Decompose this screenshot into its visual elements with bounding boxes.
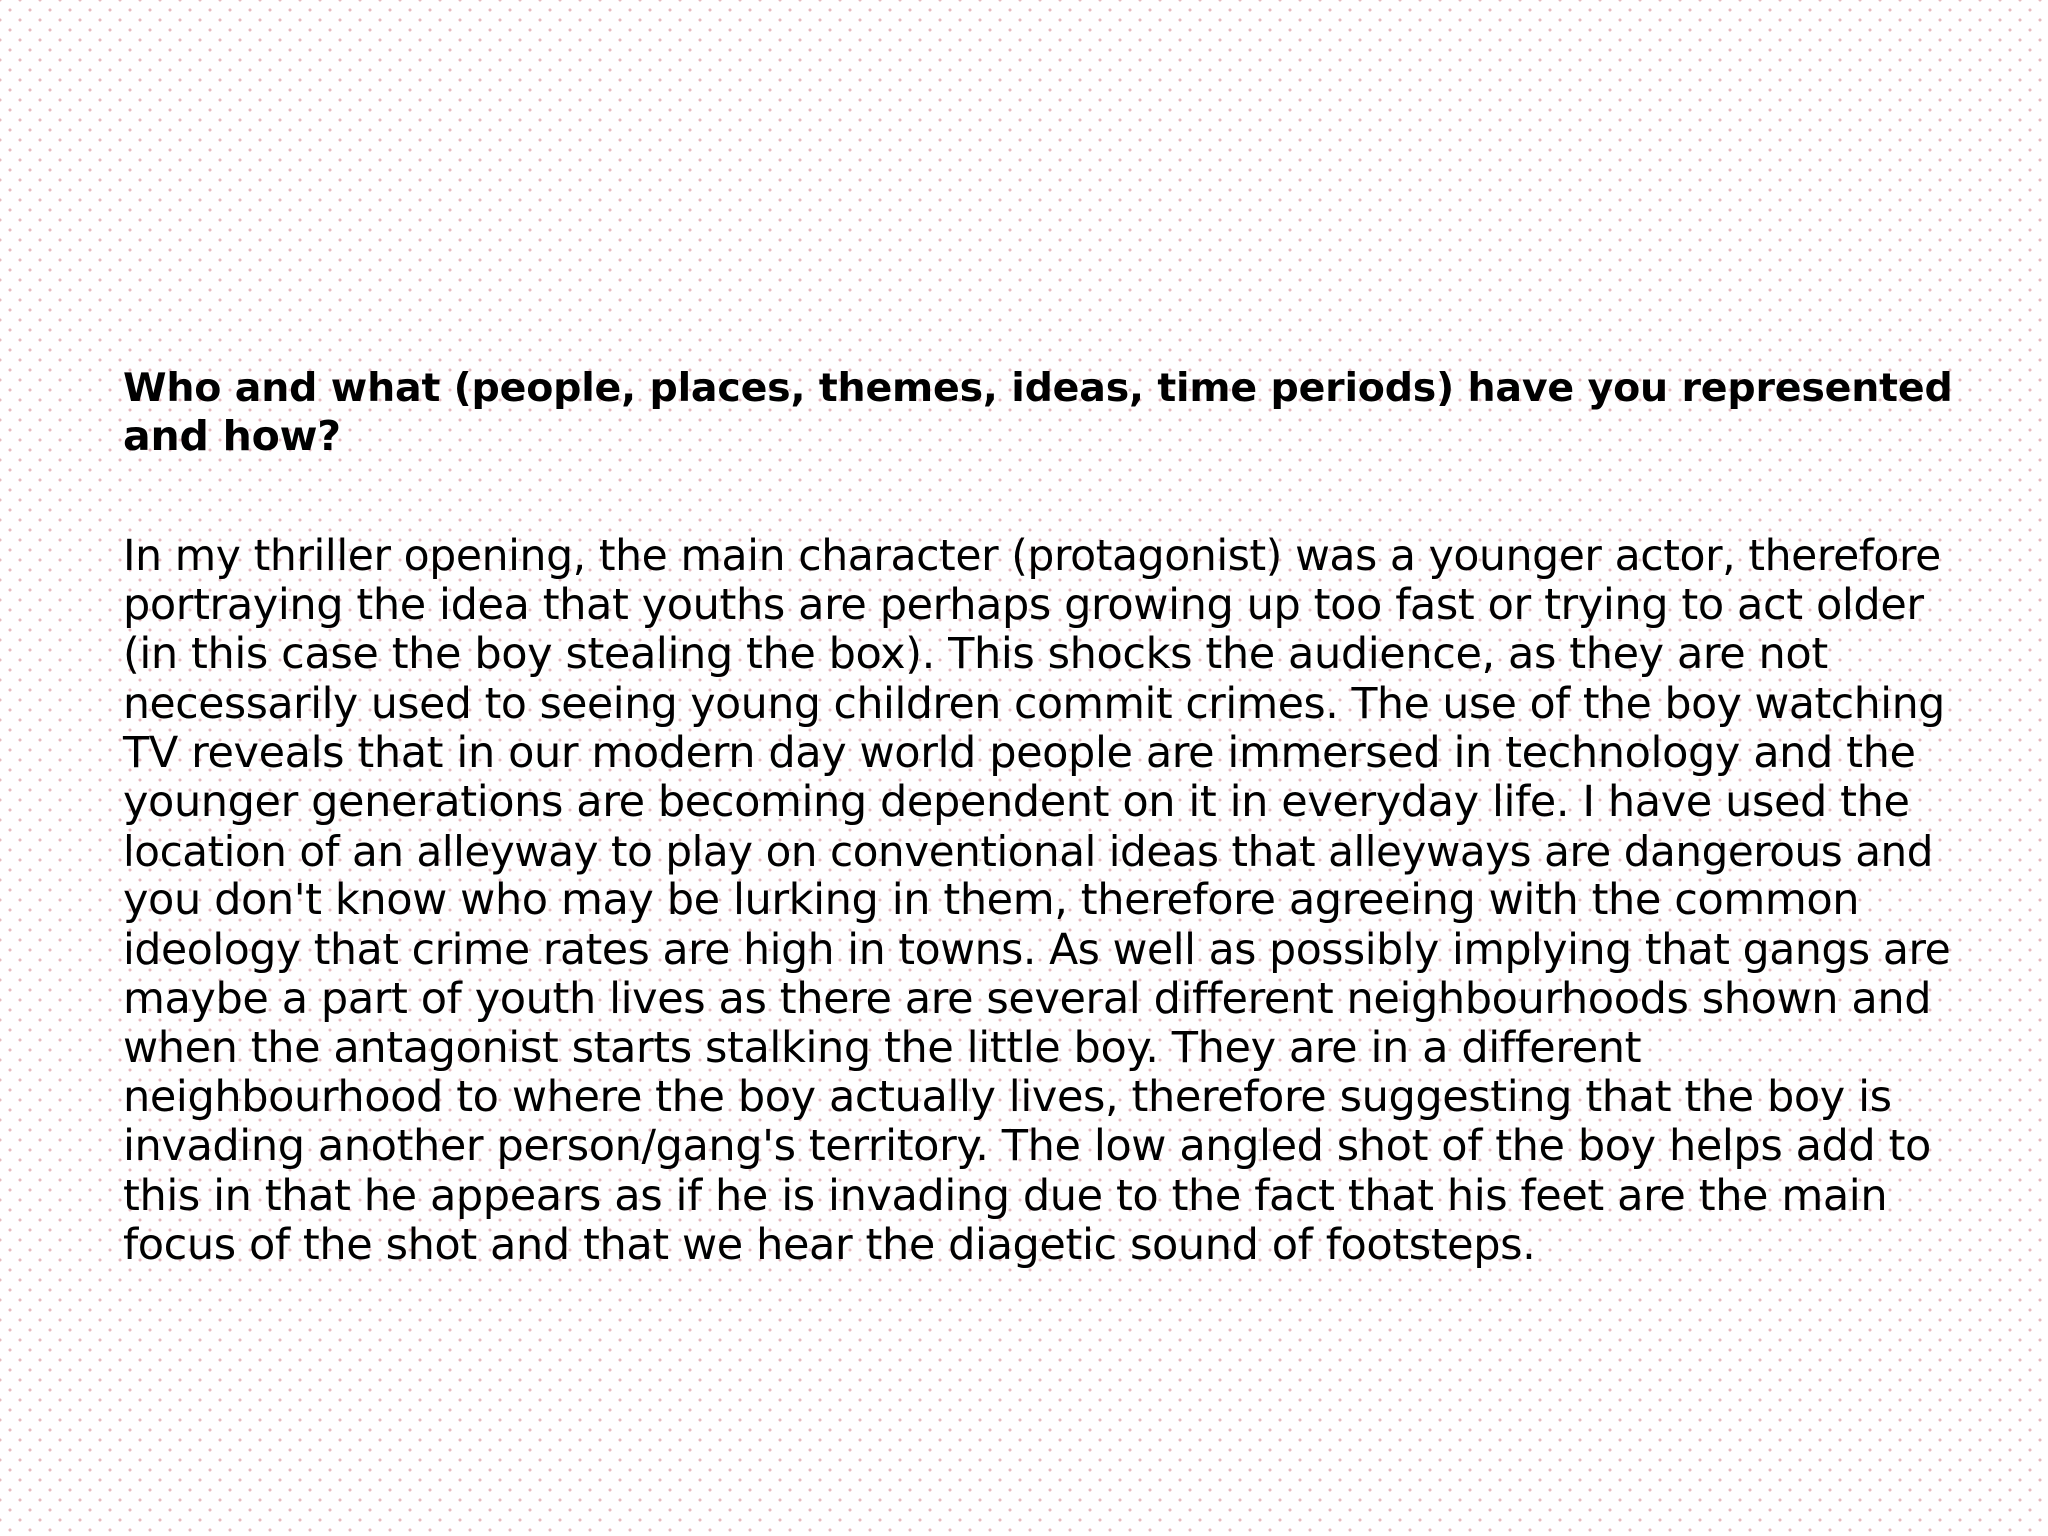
heading-line: and how? bbox=[123, 412, 341, 460]
question-heading bbox=[123, 364, 1953, 460]
paragraph-line: this in that he appears as if he is invading due to the fact that his feet are the main bbox=[123, 1170, 1888, 1221]
paragraph-line: you don't know who may be lurking in them, therefore agreeing with the common bbox=[123, 875, 1860, 926]
paragraph-line: younger generations are becoming dependent on it in everyday life. I have used the bbox=[123, 777, 1910, 828]
paragraph-line: location of an alleyway to play on conventional ideas that alleyways are dangerous and bbox=[123, 827, 1934, 877]
paragraph-line: neighbourhood to where the boy actually lives, therefore suggesting that the boy is bbox=[123, 1072, 1892, 1123]
paragraph-line: necessarily used to seeing young children commit crimes. The use of the boy watching bbox=[123, 679, 1945, 729]
paragraph-line: invading another person/gang's territory. The low angled shot of the boy helps add to bbox=[123, 1121, 1931, 1172]
slide-content bbox=[123, 364, 1953, 1270]
paragraph-line: In my thriller opening, the main character (protagonist) was a younger actor, therefore bbox=[123, 532, 1941, 581]
paragraph-line: maybe a part of youth lives as there are several different neighbourhoods shown and bbox=[123, 973, 1932, 1024]
paragraph-line: portraying the idea that youths are perhaps growing up too fast or trying to act older bbox=[123, 580, 1924, 631]
paragraph-line: focus of the shot and that we hear the diagetic sound of footsteps. bbox=[123, 1219, 1536, 1270]
paragraph-line: TV reveals that in our modern day world people are immersed in technology and the bbox=[123, 727, 1916, 778]
paragraph-line: ideology that crime rates are high in towns. As well as possibly implying that gangs are bbox=[123, 925, 1951, 975]
paragraph-line: when the antagonist starts stalking the little boy. They are in a different bbox=[123, 1023, 1642, 1074]
heading-line: Who and what (people, places, themes, ideas, time periods) have you represented bbox=[123, 365, 1953, 411]
paragraph-line: (in this case the boy stealing the box). This shocks the audience, as they are not bbox=[123, 629, 1828, 680]
answer-paragraph bbox=[123, 532, 1953, 1270]
